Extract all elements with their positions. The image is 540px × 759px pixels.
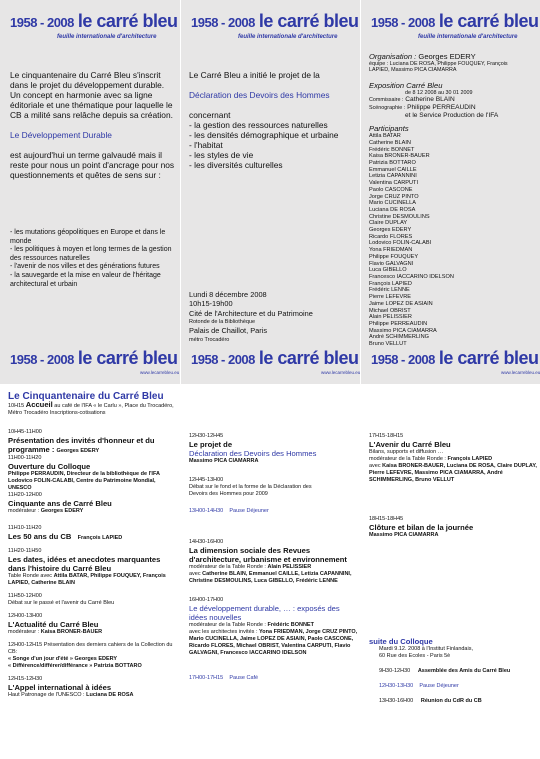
participant-name: Yona FRIEDMAN bbox=[369, 247, 413, 254]
brand-url[interactable]: www.lecarrebleu.eu bbox=[321, 370, 360, 375]
brand-logo: 1958 - 2008 le carré bleu bbox=[371, 11, 539, 31]
participant-name: Bruno VELLUT bbox=[369, 341, 407, 348]
brand-tagline: feuille internationale d'architecture bbox=[57, 34, 157, 40]
session-title: L'Actualité du Carré Bleu bbox=[8, 620, 99, 629]
participant-name: Jorge CRUZ PINTO bbox=[369, 193, 419, 200]
session-title: Cinquante ans de Carré Bleu bbox=[8, 499, 112, 508]
panel1-body: est aujourd'hui un terme galvaudé mais il reste pour nous un point d'ancrage pour nos questionnements et quêtes de sens sur : bbox=[10, 150, 175, 180]
list-item: - l'habitat bbox=[189, 140, 223, 150]
participant-name: Mario CUCINELLA bbox=[369, 200, 416, 207]
participant-name: André SCHIMMERLING bbox=[369, 334, 429, 341]
program-column-3: 17H15-18H15 L'Avenir du Carré Bleu Bilans, supports et diffusion … modérateur de la Table Ronde : François LAPIED avec Kaisa BRONER-BAUER, Luciana DE ROSA, Claire DUPLAY, Pierre LEFEVRE, Massimo PICA CIAMARRA, André SCHIMMERLING, Bruno VELLUT 18H15-18H45 Clôture et bilan de la journée Massimo PICA CIAMARRA suite du Colloque Mardi 9.12. 2008 à l'Institut Finlandais, 60 Rue des Ecoles - Paris 5è 9H30-12H30 Assemblée des Amis du Carré Bleu 12H30-13H30 Pause Déjeuner 13H30-16H00 Réunion du CdR du CB bbox=[369, 433, 539, 705]
panel-declaration bbox=[181, 0, 360, 384]
participant-name: Emmanuel CAILLE bbox=[369, 166, 417, 173]
list-item: - les diversités culturelles bbox=[189, 160, 283, 170]
participant-name: Frédéric LENNE bbox=[369, 287, 410, 294]
panel2-concern: concernant bbox=[189, 110, 231, 120]
org-label: Organisation : bbox=[369, 52, 417, 61]
list-item: - la sauvegarde et la mise en valeur de l'héritage architectural et urbain bbox=[10, 271, 161, 288]
participant-name: Philippe FOUQUEY bbox=[369, 253, 419, 260]
participant-name: Jaime LOPEZ DE ASIAIN bbox=[369, 300, 433, 307]
participant-name: Alain PELISSIER bbox=[369, 314, 412, 321]
participant-name: Francesco IACCARINO IDELSON bbox=[369, 273, 454, 280]
participants-label: Participants bbox=[369, 124, 409, 134]
panel1-intro: Le cinquantenaire du Carré Bleu s'inscrit dans le projet du développement durable. Un concept en harmonie avec sa ligne éditoriale et une thématique pour laquelle le CB a milité sans relâche depuis sa création. bbox=[10, 70, 173, 120]
brand-tagline: feuille internationale d'architecture bbox=[238, 34, 338, 40]
org-team: équipe : Luciana DE ROSA, Philippe FOUQUEY, François LAPIED, Massimo PICA CIAMARRA bbox=[369, 61, 508, 74]
panel1-text bbox=[10, 70, 175, 180]
program-column-2: 12H30-12H45 Le projet de Déclaration des Devoirs des Hommes Massimo PICA CIAMARRA 12H45-13H00 Débat sur le fond et la forme de la Déclaration des Devoirs des Hommes pour 2009 13H00-14H30 Pause Déjeuner 14H30-16H00 La dimension sociale des Revues d'architecture, urbanisme et environnement modérateur de la Table Ronde : Alain PELISSIER avec Catherine BLAIN, Emmanuel CAILLE, Letizia CAPANNINI, Christine DESMOULINS, Luca GIBELLO, Frédéric LENNE 16H00-17H00 Le développement durable, … : exposés des idées nouvelles modérateur de la Table Ronde : Frédéric BONNET avec les architectes invités : Yona FRIEDMAN, Jorge CRUZ PINTO, Mario CUCINELLA, Jaime LOPEZ DE ASIAIN, Paolo CASCONE, Ricardo FLORES, Michael OBRIST, Valentina CARPUTI, Flavio GALVAGNI, Francesco IACCARINO IDELSON 17H00-17H15 Pause Café bbox=[189, 433, 358, 681]
participant-name: Christine DESMOULINS bbox=[369, 213, 430, 220]
list-item: - l'avenir de nos villes et des générations futures bbox=[10, 263, 160, 271]
participant-name: Patrizia BOTTARO bbox=[369, 160, 416, 167]
expo-label: Exposition Carré Bleu bbox=[369, 80, 443, 90]
event-metro: métro Trocadéro bbox=[189, 336, 230, 343]
event-room: Rotonde de la Bibliothèque bbox=[189, 319, 256, 326]
session-title: Les dates, idées et anecdotes marquantes dans l'histoire du Carré Bleu bbox=[8, 555, 161, 573]
session-title: La dimension sociale des Revues d'architecture, urbanisme et environnement bbox=[189, 546, 347, 564]
event-date: Lundi 8 décembre 2008 bbox=[189, 290, 267, 299]
participant-name: Philippe PERREAUDIN bbox=[369, 320, 428, 327]
program-heading: Le Cinquantenaire du Carré Bleu bbox=[8, 391, 164, 402]
session-title: Ouverture du Colloque bbox=[8, 462, 91, 471]
session-title: Présentation des invités d'honneur et du programme : bbox=[8, 436, 155, 454]
brand-logo: 1958 - 2008 le carré bleu bbox=[10, 348, 178, 368]
brand-name: le carré bleu bbox=[77, 11, 178, 31]
session-title: L'Avenir du Carré Bleu bbox=[369, 440, 451, 449]
participant-name: Attila BATAR bbox=[369, 133, 401, 140]
panel1-list bbox=[10, 229, 175, 289]
list-item: - les politiques à moyen et long termes de la gestion des ressources naturelles bbox=[10, 246, 172, 262]
participant-name: Luca GIBELLO bbox=[369, 267, 407, 274]
session-title: Clôture et bilan de la journée bbox=[369, 523, 474, 532]
list-item: - les densités démographique et urbaine bbox=[189, 130, 339, 140]
session-title: L'Appel international à idées bbox=[8, 683, 112, 692]
brand-logo: 1958 - 2008 le carré bleu bbox=[191, 348, 359, 368]
participant-name: Frédéric BONNET bbox=[369, 146, 415, 153]
program-column-1: 10H15 Accueil au café de l'IFA « le Carlu », Place du Trocadéro, Métro Trocadéro Inscriptions-cotisations 10H45-11H00 Présentation des invités d'honneur et du programme : Georges EDERY 11H00-11H20 Ouverture du Colloque Philippe PERRAUDIN, Directeur de la bibliothèque de l'IFA Lodovico FOLIN-CALABI, Centre du Patrimoine Mondial, UNESCO 11H20-12H00 Cinquante ans de Carré Bleu modérateur : Georges EDERY 11H10-11H20 Les 50 ans du CB François LAPIED 11H20-11H50 Les dates, idées et anecdotes marquantes dans l'histoire du Carré Bleu Table Ronde avec Attila BATAR, Philippe FOUQUEY, François LAPIED, Catherine BLAIN 11H50-12H00 Débat sur le passé et l'avenir du Carré Bleu 12H00-13H00 L'Actualité du Carré Bleu modérateur : Kaisa BRONER-BAUER 12H00-12H15 Présentation des derniers cahiers de la Collection du CB: « Songe d'un jour d'été » Georges EDERY « Différence/différer/différance » Patrizia BOTTARO 12H15-12H30 L'Appel international à idées Haut Patronage de l'UNESCO : Luciana DE ROSA bbox=[8, 400, 178, 699]
brand-year: 1958 - 2008 bbox=[10, 15, 74, 30]
session-title: Le projet de bbox=[189, 440, 233, 449]
panel2-highlight: Déclaration des Devoirs des Hommes bbox=[189, 90, 330, 100]
panel-sustainability bbox=[0, 0, 180, 384]
session-title: Le développement durable, … : exposés des idées nouvelles bbox=[189, 604, 340, 622]
panel-organisation bbox=[361, 0, 540, 384]
list-item: - les mutations géopolitiques en Europe et dans le monde bbox=[10, 229, 166, 245]
event-place: Cité de l'Architecture et du Patrimoine bbox=[189, 308, 313, 318]
event-palace: Palais de Chaillot, Paris bbox=[189, 326, 268, 336]
participant-name: Catherine BLAIN bbox=[369, 139, 411, 146]
curator-name: Catherine BLAIN bbox=[405, 96, 455, 104]
session-title: Accueil bbox=[25, 400, 53, 409]
participant-name: Lodovico FOLIN-CALABI bbox=[369, 240, 432, 247]
participant-name: Michael OBRIST bbox=[369, 307, 411, 314]
scenography-name: Philippe PERREAUDIN bbox=[407, 104, 476, 112]
organisation-info: Organisation : Georges EDERY équipe : Luciana DE ROSA, Philippe FOUQUEY, François LAPIED, Massimo PICA CIAMARRA Exposition Carré Bleu de 8 12 2008 au 30 01 2009 Commissaire : Catherine BLAIN Scénographie : Philippe PERREAUDIN et le Service Production de l'IFA Participants Attila BATAR Catherine BLAIN Frédéric BONNET Kaisa BRONER-BAUER Patrizia BOTTARO Emmanuel CAILLE Letizia CAPANNINI Valentina CARPUTI Paolo CASCONE Jorge CRUZ PINTO Mario CUCINELLA Luciana DE ROSA Christine DESMOULINS Claire DUPLAY Georges EDERY Ricardo FLORES Lodovico FOLIN-CALABI Yona FRIEDMAN Philippe FOUQUEY Flavio GALVAGNI Luca GIBELLO Francesco IACCARINO IDELSON François LAPIED Frédéric LENNE Pierre LEFEVRE Jaime LOPEZ DE ASIAIN Michael OBRIST Alain PELISSIER Philippe PERREAUDIN Massimo PICA CIAMARRA André SCHIMMERLING Bruno VELLUT bbox=[369, 52, 539, 348]
participant-name: Paolo CASCONE bbox=[369, 186, 413, 193]
brand-logo: 1958 - 2008 le carré bleu bbox=[371, 348, 539, 368]
list-item: - la gestion des ressources naturelles bbox=[189, 120, 328, 130]
participant-name: Kaisa BRONER-BAUER bbox=[369, 153, 430, 160]
participant-name: Flavio GALVAGNI bbox=[369, 260, 414, 267]
event-info bbox=[189, 290, 359, 344]
participants-list bbox=[369, 133, 539, 348]
participant-name: Pierre LEFEVRE bbox=[369, 294, 411, 301]
participant-name: Luciana DE ROSA bbox=[369, 206, 416, 213]
participant-name: Letizia CAPANNINI bbox=[369, 173, 417, 180]
scenography-service: et le Service Production de l'IFA bbox=[405, 112, 499, 120]
panel1-highlight: Le Développement Durable bbox=[10, 130, 112, 140]
panel2-text bbox=[189, 70, 359, 170]
participant-name: Massimo PICA CIAMARRA bbox=[369, 327, 437, 334]
participant-name: Valentina CARPUTI bbox=[369, 180, 419, 187]
brand-logo: 1958 - 2008 le carré bleu bbox=[191, 11, 359, 31]
panel2-intro: Le Carré Bleu a initié le projet de la bbox=[189, 70, 320, 80]
participant-name: Claire DUPLAY bbox=[369, 220, 408, 227]
brand-tagline: feuille internationale d'architecture bbox=[418, 34, 518, 40]
brand-url[interactable]: www.lecarrebleu.eu bbox=[501, 370, 540, 375]
event-hours: 10h15-19h00 bbox=[189, 299, 233, 309]
participant-name: Ricardo FLORES bbox=[369, 233, 413, 240]
session-title: Déclaration des Devoirs des Hommes bbox=[189, 449, 317, 458]
brand-url[interactable]: www.lecarrebleu.eu bbox=[140, 370, 180, 375]
session-title: suite du Colloque bbox=[369, 637, 433, 646]
list-item: - les styles de vie bbox=[189, 150, 254, 160]
session-title: Les 50 ans du CB bbox=[8, 532, 72, 541]
org-name: Georges EDERY bbox=[418, 52, 476, 61]
participant-name: François LAPIED bbox=[369, 280, 412, 287]
brand-logo bbox=[10, 11, 177, 32]
participant-name: Georges EDERY bbox=[369, 227, 412, 234]
expo-dates: de 8 12 2008 au 30 01 2009 bbox=[405, 89, 473, 96]
